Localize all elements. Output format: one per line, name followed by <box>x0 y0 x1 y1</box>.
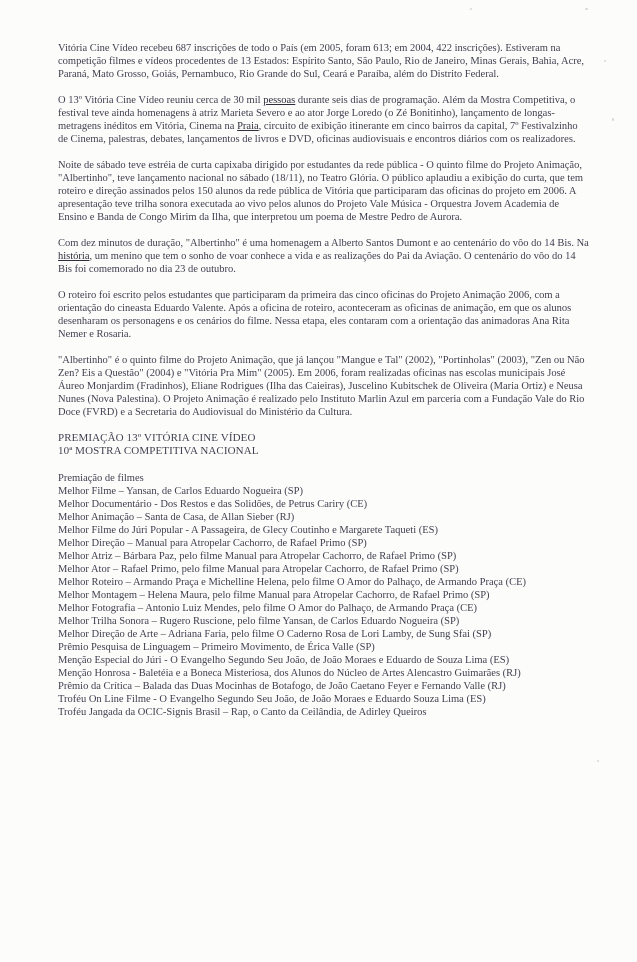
prize-list <box>58 485 590 719</box>
paragraph-text: "Albertinho" é o quinto filme do Projeto Animação, que já lançou "Mangue e Tal" (2002), "Portinholas" (2003), "Zen ou Não Zen? Eis a Questão" (2004) e "Vitória Pra Mim" (2005). Em 2006, foram realizadas oficinas nas escolas municipais José Áureo Monjardim (Fradinhos), Eliane Rodrigues (Ilha das Caieiras), Juscelino Kubitschek de Oliveira (Maria Ortiz) e Neusa Nunes (Nova Palestina). O Projeto Animação é realizado pelo Instituto Marlin Azul em parceria com a Fundação Vale do Rio Doce (FVRD) e a Secretaria do Audiovisual do Ministério da Cultura. <box>58 355 585 418</box>
paragraph <box>58 289 590 341</box>
prize-item: Melhor Ator – Rafael Primo, pelo filme Manual para Atropelar Cachorro, de Rafael Primo (SP) <box>58 564 459 575</box>
prize-item: Menção Honrosa - Baletéia e a Boneca Misteriosa, dos Alunos do Núcleo de Artes Alencastro Guimarães (RJ) <box>58 668 521 679</box>
prize-item: Melhor Direção – Manual para Atropelar Cachorro, de Rafael Primo (SP) <box>58 538 367 549</box>
paragraph <box>58 94 590 146</box>
prize-item: Melhor Filme – Yansan, de Carlos Eduardo Nogueira (SP) <box>58 486 303 497</box>
prize-item: Melhor Documentário - Dos Restos e das Solidões, de Petrus Cariry (CE) <box>58 499 368 510</box>
paragraph <box>58 159 590 224</box>
document-body <box>58 42 590 719</box>
prize-item: Menção Especial do Júri - O Evangelho Segundo Seu João, de João Moraes e Eduardo de Souza Lima (ES) <box>58 655 510 666</box>
paragraph-text: Noite de sábado teve estréia de curta capixaba dirigido por estudantes da rede pública - O quinto filme do Projeto Animação, "Albertinho", teve lançamento nacional no sábado (18/11), no Teatro Glória. O público aplaudiu a exibição do curta, que tem roteiro e direção assinados pelos 150 alunos da rede pública de Vitória que participaram das oficinas do projeto em 2006. A apresentação teve trilha sonora executada ao vivo pelos alunos do Projeto Vale Música - Orquestra Jovem Academia de Ensino e Banda de Congo Mirim da Ilha, que interpretou um poema de Mestre Pedro de Aurora. <box>58 160 584 223</box>
prize-item: Melhor Fotografia – Antonio Luiz Mendes, pelo filme O Amor do Palhaço, de Armando Praça (CE) <box>58 603 478 614</box>
article-paragraphs <box>58 42 590 419</box>
paragraph-text: Vitória Cine Vídeo recebeu 687 inscrições de todo o País (em 2005, foram 613; em 2004, 422 inscrições). Estiveram na competição filmes e vídeos procedentes de 13 Estados: Espírito Santo, São Paulo, Rio de Janeiro, Minas Gerais, Bahia, Acre, Paraná, Mato Grosso, Goiás, Pernambuco, Rio Grande do Sul, Ceará e Paraíba, além do Distrito Federal. <box>58 43 585 80</box>
prize-item: Melhor Atriz – Bárbara Paz, pelo filme Manual para Atropelar Cachorro, de Rafael Primo (SP) <box>58 551 457 562</box>
paragraph-text: Com dez minutos de duração, "Albertinho" é uma homenagem a Alberto Santos Dumont e ao centenário do vôo do 14 Bis. Na <box>58 238 589 249</box>
paragraph <box>58 237 590 276</box>
prize-item: Melhor Animação – Santa de Casa, de Allan Sieber (RJ) <box>58 512 295 523</box>
prize-item: Melhor Trilha Sonora – Rugero Ruscione, pelo filme Yansan, de Carlos Eduardo Nogueira (SP) <box>58 616 460 627</box>
paragraph-link[interactable]: pessoas <box>263 95 296 106</box>
paragraph-text: O 13º Vitória Cine Vídeo reuniu cerca de 30 mil <box>58 95 264 106</box>
paragraph-text: , um menino que tem o sonho de voar conhece a vida e as realizações do Pai da Aviação. O centenário do vôo do 14 Bis foi comemorado no dia 23 de outubro. <box>58 251 576 275</box>
paragraph-text: durante seis dias de programação. Além da Mostra Competitiva, o festival teve ainda homenagens à atriz Marieta Severo e ao ator Jorge Loredo (o Zé Bonitinho), lançamento de longas-metragens inéditos em Vitória, Cinema na <box>58 95 576 132</box>
paragraph-text: O roteiro foi escrito pelos estudantes que participaram da primeira das cinco oficinas do Projeto Animação 2006, com a orientação do cineasta Eduardo Valente. Após a oficina de roteiro, aconteceram as oficinas de animação, em que os alunos desenharam os personagens e os cenários do filme. Nessa etapa, eles contaram com a orientação das animadoras Ana Rita Nemer e Rosaria. <box>58 290 572 340</box>
prize-item: Melhor Montagem – Helena Maura, pelo filme Manual para Atropelar Cachorro, de Rafael Primo (SP) <box>58 590 490 601</box>
prize-item: Melhor Direção de Arte – Adriana Faria, pelo filme O Caderno Rosa de Lori Lamby, de Sung Sfai (SP) <box>58 629 492 640</box>
paragraph-link[interactable]: história <box>58 251 90 262</box>
paragraph <box>58 42 590 81</box>
prize-item: Prêmio da Crítica – Balada das Duas Mocinhas de Botafogo, de João Caetano Feyer e Fernando Valle (RJ) <box>58 681 506 692</box>
awards-heading <box>58 432 590 458</box>
prize-item: Melhor Roteiro – Armando Praça e Michelline Helena, pelo filme O Amor do Palhaço, de Armando Praça (CE) <box>58 577 526 588</box>
heading-line-2: 10ª MOSTRA COMPETITIVA NACIONAL <box>58 445 259 457</box>
prize-item: Melhor Filme do Júri Popular - A Passageira, de Glecy Coutinho e Margarete Taqueti (ES) <box>58 525 439 536</box>
prize-list-title: Premiação de filmes <box>58 473 144 484</box>
paragraph-text: , circuito de exibição itinerante em cinco bairros da capital, 7º Festivalzinho de Cinema, palestras, debates, lançamentos de livros e DVD, oficinas audiovisuais e encontros diários com os realizadores. <box>58 121 578 145</box>
prize-item: Prêmio Pesquisa de Linguagem – Primeiro Movimento, de Érica Valle (SP) <box>58 642 375 653</box>
heading-line-1: PREMIAÇÃO 13º VITÓRIA CINE VÍDEO <box>58 432 256 444</box>
prize-item: Troféu Jangada da OCIC-Signis Brasil – Rap, o Canto da Ceilândia, de Adirley Queiros <box>58 707 427 718</box>
prize-item: Troféu On Line Filme - O Evangelho Segundo Seu João, de João Moraes e Eduardo Souza Lima (ES) <box>58 694 486 705</box>
paragraph <box>58 354 590 419</box>
paragraph-link[interactable]: Praia <box>237 121 259 132</box>
